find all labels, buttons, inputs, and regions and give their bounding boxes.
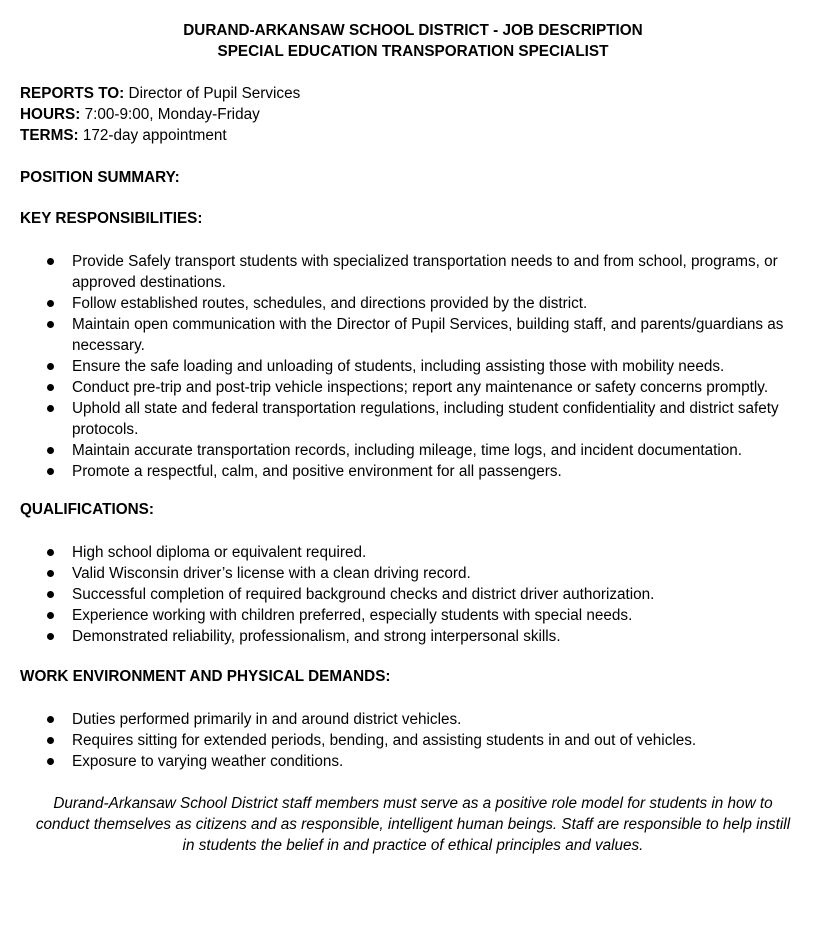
- list-item: [0, 293, 792, 314]
- document-title: DURAND-ARKANSAW SCHOOL DISTRICT - JOB DESCRIPTION: [183, 22, 643, 39]
- list-item-text: Maintain accurate transportation records, including mileage, time logs, and incident documentation.: [72, 442, 743, 459]
- role-model-statement: Durand-Arkansaw School District staff members must serve as a positive role model for students in how to conduct themselves as citizens and as responsible, intelligent human beings. Staff are responsible to help instill in students the belief in and practice of ethical principles and values.: [35, 795, 791, 854]
- bullet-icon: [47, 716, 54, 723]
- terms-label: TERMS:: [20, 127, 79, 144]
- list-item: [0, 377, 792, 398]
- terms-line: [20, 127, 227, 145]
- list-item: [0, 251, 792, 293]
- bullet-icon: [47, 384, 54, 391]
- bullet-icon: [47, 737, 54, 744]
- document-subtitle: SPECIAL EDUCATION TRANSPORATION SPECIALIST: [217, 43, 609, 60]
- list-item-text: Exposure to varying weather conditions.: [72, 753, 344, 770]
- qualifications-list: [0, 542, 826, 647]
- list-item-text: Conduct pre-trip and post-trip vehicle inspections; report any maintenance or safety concerns promptly.: [72, 379, 769, 396]
- work-environment-heading: WORK ENVIRONMENT AND PHYSICAL DEMANDS:: [20, 668, 391, 685]
- list-item: [0, 542, 792, 563]
- list-item: [0, 751, 792, 772]
- list-item-text: Duties performed primarily in and around district vehicles.: [72, 711, 462, 728]
- list-item: [0, 626, 792, 647]
- work-environment-list: [0, 709, 826, 772]
- list-item-text: Follow established routes, schedules, and directions provided by the district.: [72, 295, 588, 312]
- bullet-icon: [47, 758, 54, 765]
- reports-to-label: REPORTS TO:: [20, 85, 125, 102]
- list-item-text: Successful completion of required background checks and district driver authorization.: [72, 586, 655, 603]
- bullet-icon: [47, 591, 54, 598]
- terms-value: 172-day appointment: [78, 127, 227, 144]
- list-item: [0, 461, 792, 482]
- list-item: [0, 605, 792, 626]
- bullet-icon: [47, 405, 54, 412]
- hours-line: [20, 106, 260, 124]
- list-item-text: Experience working with children preferred, especially students with special needs.: [72, 607, 633, 624]
- bullet-icon: [47, 447, 54, 454]
- bullet-icon: [47, 321, 54, 328]
- bullet-icon: [47, 258, 54, 265]
- list-item: [0, 356, 792, 377]
- position-summary-heading: POSITION SUMMARY:: [20, 169, 180, 186]
- hours-label: HOURS:: [20, 106, 81, 123]
- key-responsibilities-list: [0, 251, 826, 482]
- list-item-text: Ensure the safe loading and unloading of students, including assisting those with mobility needs.: [72, 358, 725, 375]
- key-responsibilities-heading: KEY RESPONSIBILITIES:: [20, 210, 203, 227]
- hours-value: 7:00-9:00, Monday-Friday: [80, 106, 260, 123]
- list-item-text: Provide Safely transport students with specialized transportation needs to and from school, programs, or approved destinations.: [72, 253, 778, 291]
- list-item-text: Maintain open communication with the Director of Pupil Services, building staff, and parents/guardians as necessary.: [72, 316, 784, 354]
- list-item-text: Demonstrated reliability, professionalism, and strong interpersonal skills.: [72, 628, 561, 645]
- list-item-text: Uphold all state and federal transportation regulations, including student confidentiality and district safety protocols.: [72, 400, 779, 438]
- qualifications-heading: QUALIFICATIONS:: [20, 501, 154, 518]
- list-item: [0, 314, 792, 356]
- list-item-text: Requires sitting for extended periods, bending, and assisting students in and out of vehicles.: [72, 732, 697, 749]
- list-item-text: Promote a respectful, calm, and positive environment for all passengers.: [72, 463, 562, 480]
- bullet-icon: [47, 468, 54, 475]
- list-item: [0, 730, 792, 751]
- list-item: [0, 709, 792, 730]
- list-item: [0, 398, 792, 440]
- bullet-icon: [47, 633, 54, 640]
- list-item: [0, 584, 792, 605]
- bullet-icon: [47, 300, 54, 307]
- list-item-text: Valid Wisconsin driver’s license with a clean driving record.: [72, 565, 471, 582]
- bullet-icon: [47, 612, 54, 619]
- bullet-icon: [47, 363, 54, 370]
- bullet-icon: [47, 549, 54, 556]
- list-item: [0, 563, 792, 584]
- reports-to-line: [20, 85, 300, 103]
- reports-to-value: Director of Pupil Services: [124, 85, 301, 102]
- bullet-icon: [47, 570, 54, 577]
- list-item-text: High school diploma or equivalent required.: [72, 544, 367, 561]
- list-item: [0, 440, 792, 461]
